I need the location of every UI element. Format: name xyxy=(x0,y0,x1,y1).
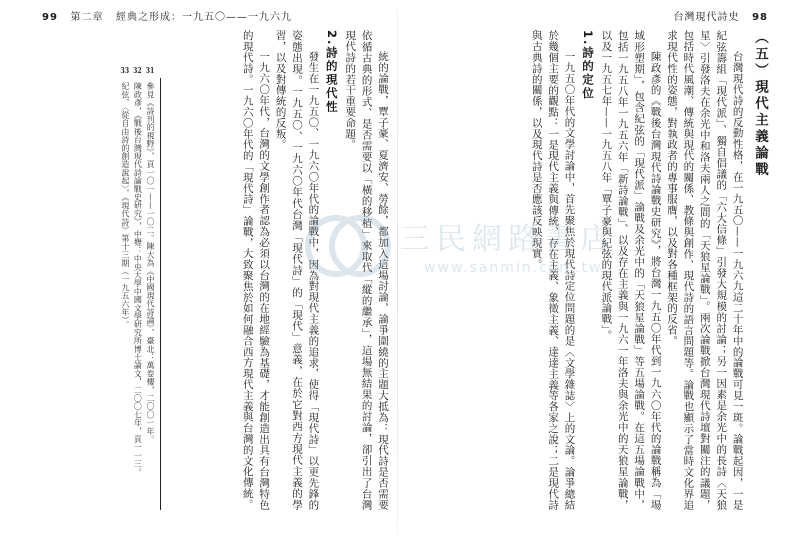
watermark-text: 三民網路書店 xyxy=(400,222,616,257)
footnotes xyxy=(38,66,156,511)
book-gutter xyxy=(397,8,398,533)
right-paragraph: 陳政彥的《戰後台灣現代詩論戰史研究》，將台灣一九五〇年代到一九六〇年代的論戰稱為「場域形塑期」，包含紀弦的「現代派」論戰及余光中的「天狼星論戰」等五場論戰。在這五場論戰中，包括一九五八年一九五六年「新詩論戰」、以及存在主義與一九六一年洛夫與余光中的天狼星論戰，以及一九五七年——一九五八年「覃子豪與紀弦的現代派論戰」。 xyxy=(600,30,662,510)
footnote-item: 33 紀弦，〈從自由詩的創造說起〉，《現代詩》第十三期（一九五六年）。 xyxy=(120,66,130,329)
chapter-label: 第二章 xyxy=(70,12,104,23)
right-body-text xyxy=(422,30,772,510)
right-paragraph: 台灣現代詩的反動性格，在一九五〇——一九六九這二十年中的論戰可見一斑。論戰起因，一是紀弦籌組「現代派」、獨自倡議的「六大信條」引發大規模的討論；另一因素是余光中的長詩〈天狼星〉引發洛夫在余光中和洛夫兩人之間的「天狼星論戰」。兩次論戰掀台灣現代詩壇對關注的議題，包括時代風潮、傳統與現代的關係、教條與創作、現代詩的語言問題等。論戰也顯示了當時文化界追求現代性的姿態，對執政者的專事服膺，以及對各種框架的反省。 xyxy=(665,30,744,510)
section-title: （五）現代主義論戰 xyxy=(752,30,768,179)
right-page xyxy=(402,0,780,541)
subsection-title-positioning: 1.詩的定位 xyxy=(580,30,595,101)
left-body-text xyxy=(177,30,391,510)
left-paragraph: 統的論戰，覃子豪、夏濟安、勞餘，都加入這場討論，論爭圍繞的主題大抵為：現代詩是否需要依循古典的形式、是否需要以「橫的移植」來取代「縱的繼承」，這場無結果的討論，卻引出了台灣現代詩的若干重要命題。 xyxy=(344,30,389,510)
left-running-head xyxy=(42,8,292,23)
left-page-number: 99 xyxy=(42,12,58,23)
left-page xyxy=(20,0,395,541)
footnote-item: 31 參見《詩刊的視野》，頁一〇一——一〇二。陳大為《中國現代詩論》，臺北：萬卷樓，二〇〇一年。 xyxy=(145,66,155,444)
right-paragraph: 一九五〇年代的文學討論中，首先聚焦於現代詩定位問題的是〈文學雜誌〉上的文論。論爭總結於幾個主要的觀點：一是現代主義與傳統、存在主義、象徵主義、達達主義等各家之說；二是現代詩與古典詩的關係，以及現代詩是否應該反映現實。 xyxy=(530,30,576,510)
book-title: 台灣現代詩史 xyxy=(673,12,740,23)
footnote-item: 32 陳政彥，《戰後台灣現代詩論戰史研究》，中壢：中央大學中國文學研究所博士論文，二〇〇七年，頁一一三。 xyxy=(133,66,143,477)
right-running-head xyxy=(674,8,768,23)
footnote-rule xyxy=(160,78,161,510)
watermark-url: www.sanmin.com.tw xyxy=(424,260,603,276)
right-page-number: 98 xyxy=(752,12,768,23)
left-paragraph: 發生在一九五〇、一九六〇年代的論戰中，因為對現代主義的追求，使得「現代詩」以更先鋒的姿態出現。一九五〇、一九六〇年代台灣「現代詩」的「現代」意義，在於它對西方現代主義的學習，以及對傳統的反叛。 xyxy=(274,30,320,510)
subsection-title-modernity: 2.詩的現代性 xyxy=(324,30,339,114)
left-paragraph: 一九六〇年代，台灣的文學創作者認為必須以台灣的在地經驗為基礎，才能創造出具有台灣特色的現代詩。一九六〇年代的「現代詩」論戰，大致聚焦於如何融合西方現代主義與台灣的文化傳統。 xyxy=(241,30,271,510)
chapter-title: 經典之形成：一九五〇——一九六九 xyxy=(116,12,293,23)
